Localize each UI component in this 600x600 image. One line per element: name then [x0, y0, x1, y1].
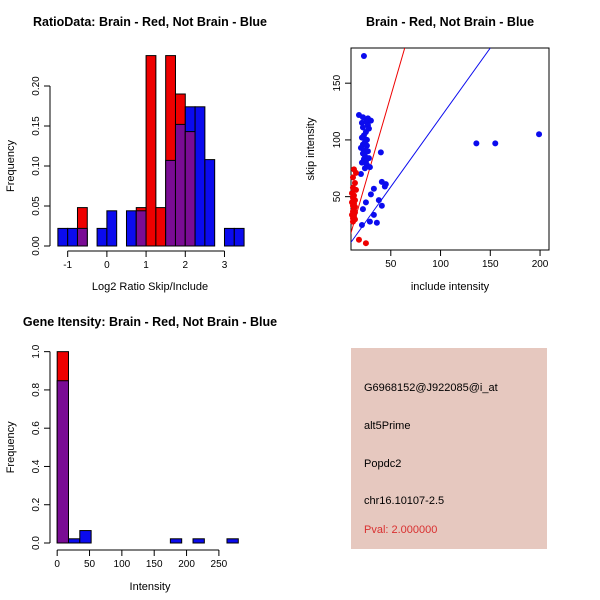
scatter-point-notbrain_blue: [360, 206, 366, 212]
scatter-point-notbrain_blue: [371, 212, 377, 218]
scatter-point-notbrain_blue: [368, 191, 374, 197]
histogram-bar-overlap: [166, 160, 176, 246]
histogram-bar-blue: [195, 107, 205, 246]
histogram-bar-overlap: [185, 132, 195, 246]
histogram-bar-red: [156, 208, 166, 246]
y-tick-label: 100: [332, 131, 343, 149]
gene-name-text: Popdc2: [364, 458, 402, 470]
scatter-point-notbrain_blue: [492, 140, 498, 146]
gene-info-panel: [300, 300, 600, 600]
scatter-point-notbrain_blue: [379, 203, 385, 209]
gene-intensity-histogram-panel: [0, 300, 300, 600]
x-tick-label: 0: [104, 260, 110, 271]
scatter-point-notbrain_blue: [473, 140, 479, 146]
histogram-bar-overlap: [175, 124, 185, 246]
splice-type-text: alt5Prime: [364, 420, 411, 432]
histogram-bar-blue: [68, 539, 79, 543]
y-tick-label: 0.6: [31, 421, 42, 436]
x-tick-label: 150: [145, 559, 163, 570]
pval-text: Pval: 2.000000: [364, 524, 438, 536]
histogram-bar-blue: [126, 211, 136, 246]
histogram-bar-blue: [58, 228, 68, 246]
histogram-bar-overlap: [77, 228, 87, 246]
y-tick-label: 0.4: [31, 459, 42, 474]
histogram-bar-blue: [234, 228, 244, 246]
scatter-point-notbrain_blue: [536, 131, 542, 137]
ratio-histogram-panel: [0, 0, 300, 300]
histogram-bar-overlap: [57, 381, 68, 543]
chart-title: Brain - Red, Not Brain - Blue: [365, 15, 535, 29]
gene-intensity-histogram-chart: [0, 300, 300, 600]
y-tick-label: 1.0: [31, 344, 42, 359]
y-tick-label: 0.0: [31, 536, 42, 550]
histogram-bar-blue: [224, 228, 234, 246]
x-tick-label: 2: [182, 260, 189, 271]
chart-title: RatioData: Brain - Red, Not Brain - Blue: [32, 15, 268, 29]
x-tick-label: 100: [432, 259, 449, 270]
skip-include-scatter-chart: [300, 0, 600, 300]
y-tick-label: 0.05: [31, 196, 42, 216]
x-tick-label: 3: [221, 260, 228, 271]
scatter-point-brain_red: [350, 219, 356, 225]
scatter-point-notbrain_blue: [358, 171, 364, 177]
histogram-bar-blue: [97, 228, 107, 246]
scatter-point-notbrain_blue: [367, 219, 373, 225]
scatter-point-notbrain_blue: [374, 220, 380, 226]
x-tick-label: 50: [385, 259, 397, 270]
histogram-bar-blue: [205, 160, 215, 246]
histogram-bar-blue: [107, 211, 117, 246]
histogram-bar-overlap: [136, 211, 146, 246]
scatter-point-notbrain_blue: [361, 53, 367, 59]
gene-info-box: [351, 348, 547, 549]
scatter-point-notbrain_blue: [362, 165, 368, 171]
y-axis-label: skip intensity: [305, 117, 317, 181]
y-tick-label: 0.15: [31, 116, 42, 136]
scatter-point-notbrain_blue: [382, 183, 388, 189]
histogram-bar-blue: [193, 539, 204, 543]
ratio-histogram-chart: [0, 0, 300, 300]
scatter-point-notbrain_blue: [359, 222, 365, 228]
plot-box: [351, 48, 549, 250]
scatter-point-notbrain_blue: [378, 149, 384, 155]
x-tick-label: 250: [210, 559, 228, 570]
scatter-point-brain_red: [356, 237, 362, 243]
y-tick-label: 50: [332, 191, 343, 203]
x-tick-label: 200: [178, 559, 195, 570]
y-tick-label: 150: [332, 74, 343, 92]
scatter-point-notbrain_blue: [367, 164, 373, 170]
x-axis-label: include intensity: [410, 281, 490, 293]
x-tick-label: 50: [83, 559, 96, 570]
x-tick-label: 150: [481, 259, 499, 270]
x-tick-label: -1: [63, 260, 73, 271]
scatter-point-brain_red: [350, 174, 356, 180]
scatter-point-notbrain_blue: [376, 197, 382, 203]
x-tick-label: 0: [54, 559, 60, 570]
y-tick-label: 0.20: [31, 76, 42, 96]
y-tick-label: 0.8: [31, 382, 42, 397]
y-tick-label: 0.00: [31, 236, 42, 256]
histogram-bar-blue: [170, 539, 181, 543]
scatter-point-notbrain_blue: [363, 199, 369, 205]
y-tick-label: 0.2: [31, 497, 42, 512]
histogram-bar-blue: [227, 539, 238, 543]
y-tick-label: 0.10: [31, 156, 42, 176]
x-tick-label: 100: [113, 559, 131, 570]
histogram-bar-blue: [80, 531, 91, 543]
x-tick-label: 1: [143, 260, 149, 271]
scatter-point-brain_red: [363, 240, 369, 246]
scatter-point-notbrain_blue: [371, 186, 377, 192]
histogram-bar-red: [146, 56, 156, 246]
y-axis-label: Frequency: [5, 140, 17, 192]
x-axis-label: Log2 Ratio Skip/Include: [91, 281, 209, 293]
x-tick-label: 200: [531, 259, 549, 270]
histogram-bar-blue: [68, 228, 78, 246]
location-text: chr16.10107-2.5: [364, 495, 445, 507]
probe-id-text: G6968152@J922085@i_at: [364, 382, 498, 394]
scatter-panel: [300, 0, 600, 300]
y-axis-label: Frequency: [5, 421, 17, 474]
x-axis-label: Intensity: [129, 581, 171, 593]
chart-title: Gene Itensity: Brain - Red, Not Brain - Blue: [22, 315, 278, 329]
